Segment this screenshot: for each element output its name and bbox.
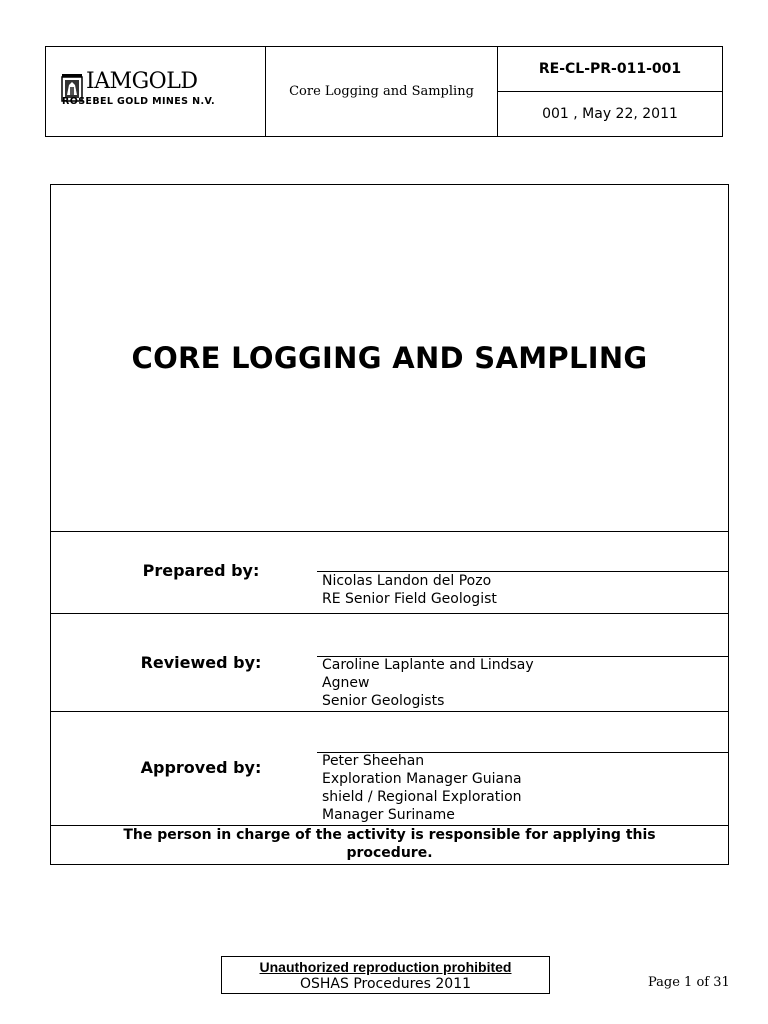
document-header — [45, 46, 723, 137]
responsibility-line-2: procedure. — [346, 845, 433, 861]
approved-row — [51, 712, 728, 826]
prepared-details — [322, 572, 497, 608]
reproduction-notice: Unauthorized reproduction prohibited — [259, 959, 512, 975]
company-subtitle: ROSEBEL GOLD MINES N.V. — [62, 96, 216, 107]
cover-box — [50, 184, 729, 865]
responsibility-line-1: The person in charge of the activity is responsible for applying this — [123, 827, 656, 843]
procedures-label: OSHAS Procedures 2011 — [299, 976, 472, 992]
reviewed-label: Reviewed by: — [140, 653, 262, 672]
prepared-role: RE Senior Field Geologist — [322, 591, 497, 607]
reviewed-name-cont: Agnew — [322, 675, 370, 691]
responsibility-note — [51, 826, 728, 864]
header-doc-title: Core Logging and Sampling — [266, 47, 498, 136]
page-title: CORE LOGGING AND SAMPLING — [131, 341, 648, 375]
company-name: IAMGOLD — [86, 69, 198, 94]
approved-label: Approved by: — [140, 758, 262, 777]
title-area — [51, 185, 728, 532]
reviewed-row — [51, 614, 728, 712]
prepared-name: Nicolas Landon del Pozo — [322, 573, 492, 589]
page-footer-box — [221, 956, 550, 994]
page-number: Page 1 of 31 — [648, 975, 730, 990]
prepared-label: Prepared by: — [142, 561, 260, 580]
prepared-row — [51, 531, 728, 614]
document-code: RE-CL-PR-011-001 — [498, 47, 722, 92]
approved-role-3: Manager Suriname — [322, 807, 455, 823]
approved-role-2: shield / Regional Exploration — [322, 789, 522, 805]
reviewed-name: Caroline Laplante and Lindsay — [322, 657, 534, 673]
approved-role-1: Exploration Manager Guiana — [322, 771, 522, 787]
reviewed-role: Senior Geologists — [322, 693, 445, 709]
approved-name: Peter Sheehan — [322, 753, 425, 769]
revision-date: 001 , May 22, 2011 — [542, 106, 678, 122]
company-logo-cell — [46, 47, 266, 136]
approved-details — [322, 752, 522, 824]
reviewed-details — [322, 656, 534, 710]
